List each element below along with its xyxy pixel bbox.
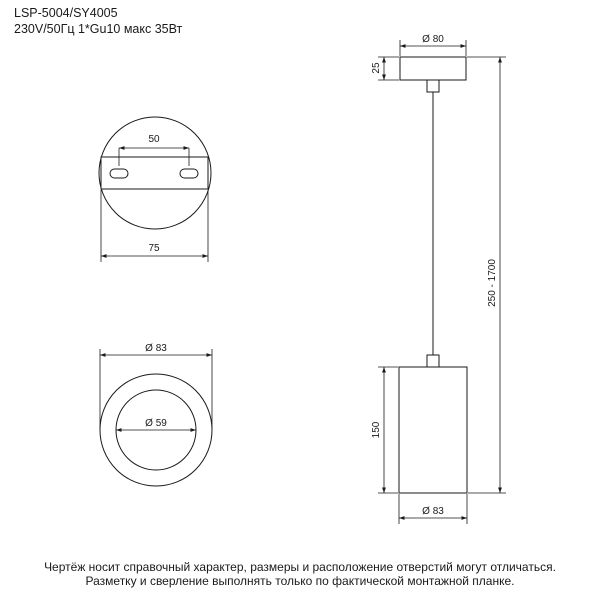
dim-label-lamp-height: 150 <box>371 421 382 439</box>
dim-label-plate-width: 75 <box>148 243 160 254</box>
canopy-side <box>400 57 466 80</box>
dim-label-outer-diameter: Ø 83 <box>145 343 167 354</box>
disclaimer-line-1: Чертёж носит справочный характер, размеры и расположение отверстий могут отличаться. <box>44 560 556 574</box>
dim-label-canopy-diameter: Ø 80 <box>422 34 444 45</box>
dim-label-hole-spacing: 50 <box>148 134 160 145</box>
lamp-cable-clamp <box>427 355 439 367</box>
lamp-body-side <box>399 367 467 493</box>
mounting-plate <box>101 157 208 189</box>
dim-label-canopy-height: 25 <box>371 62 382 74</box>
canopy-top-view <box>99 117 211 262</box>
dim-label-inner-diameter: Ø 59 <box>145 418 167 429</box>
electrical-spec: 230V/50Гц 1*Gu10 макс 35Вт <box>14 22 183 36</box>
canopy-cable-clamp <box>427 80 439 92</box>
pendant-side-view <box>371 34 506 524</box>
dim-label-body-diameter: Ø 83 <box>422 506 444 517</box>
model-number: LSP-5004/SY4005 <box>14 6 118 20</box>
dim-label-cable-length: 250 - 1700 <box>487 259 498 307</box>
lamp-bottom-view <box>100 343 212 486</box>
disclaimer-line-2: Разметку и сверление выполнять только по фактической монтажной планке. <box>85 574 515 588</box>
